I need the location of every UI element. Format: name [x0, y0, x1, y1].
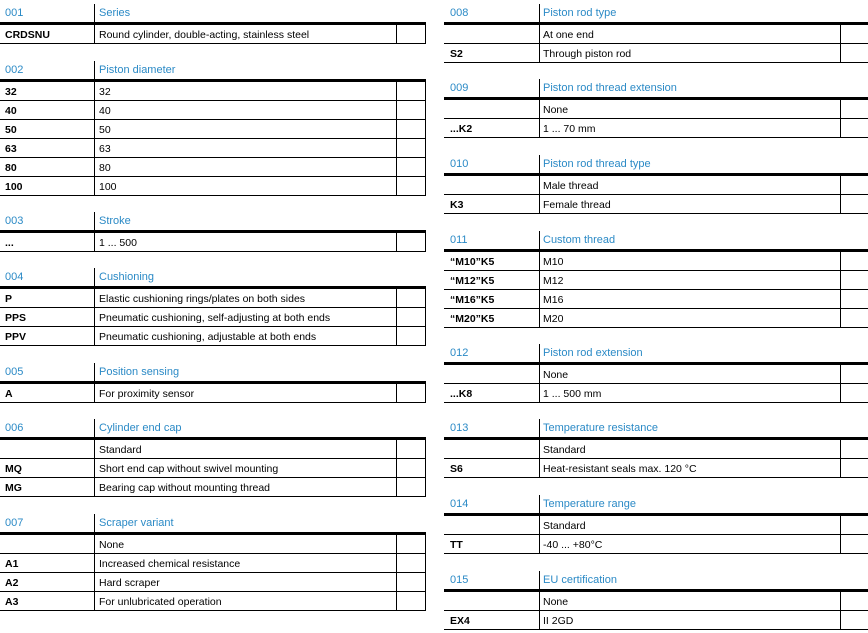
column-divider [94, 459, 95, 477]
section-008 [444, 4, 868, 63]
option-code: “M16”K5 [450, 294, 495, 306]
column-divider [94, 592, 95, 610]
selection-box[interactable] [396, 25, 426, 43]
option-code: CRDSNU [5, 29, 50, 41]
section-title: Piston rod thread extension [543, 82, 677, 94]
section-title: Cushioning [99, 271, 155, 283]
option-code: ...K2 [450, 123, 473, 135]
option-row [0, 177, 426, 196]
column-divider [539, 459, 540, 477]
option-row [444, 100, 868, 119]
column-divider [539, 365, 540, 383]
selection-box[interactable] [396, 459, 426, 477]
option-code: 63 [5, 143, 17, 155]
column-divider [539, 309, 540, 327]
column-divider [94, 327, 95, 345]
selection-box[interactable] [396, 478, 426, 496]
column-divider [94, 212, 95, 230]
column-divider [94, 101, 95, 119]
selection-box[interactable] [840, 516, 868, 534]
section-title: Series [99, 7, 131, 19]
section-header [444, 419, 868, 440]
option-description: Heat-resistant seals max. 120 °C [543, 463, 697, 475]
option-row [444, 365, 868, 384]
option-description: 32 [99, 86, 111, 98]
option-row [444, 25, 868, 44]
column-divider [539, 592, 540, 610]
selection-box[interactable] [396, 82, 426, 100]
option-code: ...K8 [450, 388, 473, 400]
column-divider [539, 344, 540, 362]
column-divider [539, 79, 540, 97]
section-015 [444, 571, 868, 630]
column-divider [94, 268, 95, 286]
option-description: Standard [99, 444, 142, 456]
section-005 [0, 363, 426, 403]
option-code: K3 [450, 199, 464, 211]
option-row [0, 478, 426, 497]
section-007 [0, 514, 426, 611]
column-divider [539, 155, 540, 173]
column-divider [539, 290, 540, 308]
section-header [444, 231, 868, 252]
column-divider [539, 119, 540, 137]
column-divider [94, 384, 95, 402]
selection-box[interactable] [840, 100, 868, 118]
option-code: A [5, 388, 13, 400]
option-code: 50 [5, 124, 17, 136]
column-divider [94, 120, 95, 138]
option-description: For proximity sensor [99, 388, 195, 400]
column-divider [94, 363, 95, 381]
section-title: Piston rod extension [543, 347, 643, 359]
option-code: MG [5, 482, 22, 494]
option-description: -40 ... +80°C [543, 539, 603, 551]
option-code: P [5, 293, 13, 305]
option-code: “M12”K5 [450, 275, 495, 287]
section-title: EU certification [543, 574, 617, 586]
column-divider [94, 419, 95, 437]
section-code: 010 [450, 158, 469, 170]
selection-box[interactable] [396, 384, 426, 402]
option-row [0, 233, 426, 252]
option-code: “M10”K5 [450, 256, 495, 268]
option-description: Standard [543, 520, 586, 532]
section-code: 003 [5, 215, 24, 227]
column-divider [94, 478, 95, 496]
option-description: Through piston rod [543, 48, 632, 60]
option-row [0, 573, 426, 592]
section-code: 002 [5, 64, 24, 76]
option-description: At one end [543, 29, 594, 41]
option-code: “M20”K5 [450, 313, 495, 325]
option-code: 100 [5, 181, 23, 193]
option-row [0, 459, 426, 478]
column-divider [539, 271, 540, 289]
section-header [444, 344, 868, 365]
option-row [444, 309, 868, 328]
section-header [0, 363, 426, 384]
selection-box[interactable] [840, 535, 868, 553]
option-description: 1 ... 500 [99, 237, 137, 249]
section-004 [0, 268, 426, 346]
option-code: PPV [5, 331, 27, 343]
selection-box[interactable] [840, 611, 868, 629]
column-divider [539, 44, 540, 62]
section-009 [444, 79, 868, 138]
selection-box[interactable] [840, 384, 868, 402]
column-divider [94, 308, 95, 326]
column-divider [94, 554, 95, 572]
section-006 [0, 419, 426, 497]
column-divider [539, 252, 540, 270]
column-divider [94, 139, 95, 157]
section-code: 011 [450, 234, 468, 246]
option-description: 1 ... 500 mm [543, 388, 602, 400]
option-description: M16 [543, 294, 564, 306]
section-header [444, 4, 868, 25]
section-title: Temperature range [543, 498, 636, 510]
option-row [444, 176, 868, 195]
section-002 [0, 61, 426, 196]
option-row [444, 459, 868, 478]
section-code: 013 [450, 422, 469, 434]
selection-box[interactable] [396, 139, 426, 157]
section-011 [444, 231, 868, 328]
column-divider [94, 61, 95, 79]
column-divider [539, 495, 540, 513]
column-divider [94, 289, 95, 307]
option-description: None [543, 369, 569, 381]
option-code: PPS [5, 312, 27, 324]
column-divider [539, 440, 540, 458]
option-description: Female thread [543, 199, 611, 211]
column-divider [539, 419, 540, 437]
section-title: Temperature resistance [543, 422, 658, 434]
section-header [0, 419, 426, 440]
option-row [0, 327, 426, 346]
option-description: Bearing cap without mounting thread [99, 482, 271, 494]
option-description: Pneumatic cushioning, self-adjusting at both ends [99, 312, 331, 324]
option-row [444, 440, 868, 459]
option-row [444, 516, 868, 535]
option-row [444, 44, 868, 63]
section-title: Cylinder end cap [99, 422, 182, 434]
section-code: 005 [5, 366, 24, 378]
option-code: 80 [5, 162, 17, 174]
option-row [0, 554, 426, 573]
option-description: Increased chemical resistance [99, 558, 241, 570]
section-code: 001 [5, 7, 24, 19]
section-code: 014 [450, 498, 469, 510]
column-divider [94, 25, 95, 43]
option-description: Hard scraper [99, 577, 160, 589]
selection-box[interactable] [396, 535, 426, 553]
selection-box[interactable] [840, 195, 868, 213]
option-description: M20 [543, 313, 564, 325]
selection-box[interactable] [396, 289, 426, 307]
section-header [444, 571, 868, 592]
option-description: For unlubricated operation [99, 596, 222, 608]
section-013 [444, 419, 868, 478]
section-title: Piston rod type [543, 7, 617, 19]
column-divider [94, 82, 95, 100]
section-014 [444, 495, 868, 554]
option-code: S6 [450, 463, 463, 475]
option-row [0, 158, 426, 177]
option-description: 63 [99, 143, 111, 155]
section-title: Scraper variant [99, 517, 174, 529]
selection-box[interactable] [840, 592, 868, 610]
column-divider [539, 535, 540, 553]
column-divider [94, 573, 95, 591]
section-code: 015 [450, 574, 469, 586]
column-divider [94, 158, 95, 176]
column-divider [539, 571, 540, 589]
section-code: 006 [5, 422, 24, 434]
option-code: 32 [5, 86, 17, 98]
option-description: 1 ... 70 mm [543, 123, 596, 135]
selection-box[interactable] [396, 158, 426, 176]
option-description: II 2GD [543, 615, 574, 627]
column-divider [539, 231, 540, 249]
option-description: None [543, 596, 569, 608]
selection-box[interactable] [840, 271, 868, 289]
section-code: 004 [5, 271, 24, 283]
section-code: 012 [450, 347, 469, 359]
option-row [0, 440, 426, 459]
option-row [444, 252, 868, 271]
selection-box[interactable] [396, 308, 426, 326]
section-header [0, 61, 426, 82]
column-divider [539, 25, 540, 43]
option-row [444, 592, 868, 611]
option-code: TT [450, 539, 463, 551]
section-title: Piston diameter [99, 64, 176, 76]
option-code: A3 [5, 596, 19, 608]
column-divider [539, 100, 540, 118]
column-divider [94, 233, 95, 251]
option-code: A1 [5, 558, 19, 570]
option-code: EX4 [450, 615, 470, 627]
column-divider [539, 611, 540, 629]
option-code: S2 [450, 48, 463, 60]
option-row [444, 535, 868, 554]
section-code: 007 [5, 517, 24, 529]
section-header [0, 268, 426, 289]
column-divider [94, 440, 95, 458]
option-row [444, 119, 868, 138]
option-row [444, 195, 868, 214]
option-description: Round cylinder, double-acting, stainless steel [99, 29, 310, 41]
column-divider [539, 384, 540, 402]
option-row [444, 611, 868, 630]
section-010 [444, 155, 868, 214]
column-divider [539, 4, 540, 22]
option-description: Short end cap without swivel mounting [99, 463, 279, 475]
selection-box[interactable] [396, 177, 426, 195]
selection-box[interactable] [840, 176, 868, 194]
section-003 [0, 212, 426, 252]
option-row [0, 139, 426, 158]
option-code: MQ [5, 463, 22, 475]
option-row [0, 384, 426, 403]
section-title: Position sensing [99, 366, 180, 378]
selection-box[interactable] [840, 119, 868, 137]
option-description: Pneumatic cushioning, adjustable at both ends [99, 331, 317, 343]
option-row [0, 120, 426, 139]
option-row [444, 290, 868, 309]
option-description: Male thread [543, 180, 599, 192]
option-row [0, 308, 426, 327]
selection-box[interactable] [396, 120, 426, 138]
option-row [0, 82, 426, 101]
option-description: 100 [99, 181, 117, 193]
option-description: M12 [543, 275, 564, 287]
column-divider [539, 176, 540, 194]
column-divider [94, 514, 95, 532]
option-row [0, 25, 426, 44]
section-header [0, 514, 426, 535]
section-code: 008 [450, 7, 469, 19]
selection-box[interactable] [840, 440, 868, 458]
selection-box[interactable] [396, 440, 426, 458]
option-code: 40 [5, 105, 17, 117]
option-row [444, 384, 868, 403]
option-description: M10 [543, 256, 564, 268]
option-description: Elastic cushioning rings/plates on both sides [99, 293, 306, 305]
section-header [0, 4, 426, 25]
section-code: 009 [450, 82, 469, 94]
option-description: None [543, 104, 569, 116]
section-header [0, 212, 426, 233]
section-001 [0, 4, 426, 44]
option-code: A2 [5, 577, 19, 589]
section-title: Piston rod thread type [543, 158, 651, 170]
option-row [0, 592, 426, 611]
section-header [444, 79, 868, 100]
selection-box[interactable] [840, 25, 868, 43]
selection-box[interactable] [840, 309, 868, 327]
column-divider [94, 4, 95, 22]
selection-box[interactable] [396, 573, 426, 591]
selection-box[interactable] [840, 459, 868, 477]
column-divider [539, 195, 540, 213]
selection-box[interactable] [396, 233, 426, 251]
section-012 [444, 344, 868, 403]
section-title: Stroke [99, 215, 131, 227]
option-row [0, 101, 426, 120]
option-row [444, 271, 868, 290]
option-description: 50 [99, 124, 111, 136]
section-title: Custom thread [543, 234, 616, 246]
option-description: Standard [543, 444, 586, 456]
selection-box[interactable] [396, 327, 426, 345]
selection-box[interactable] [396, 592, 426, 610]
section-header [444, 495, 868, 516]
selection-box[interactable] [840, 44, 868, 62]
option-code: ... [5, 237, 14, 249]
selection-box[interactable] [396, 101, 426, 119]
selection-box[interactable] [840, 365, 868, 383]
option-description: 80 [99, 162, 111, 174]
option-description: None [99, 539, 125, 551]
selection-box[interactable] [396, 554, 426, 572]
option-description: 40 [99, 105, 111, 117]
selection-box[interactable] [840, 252, 868, 270]
option-row [0, 289, 426, 308]
section-header [444, 155, 868, 176]
selection-box[interactable] [840, 290, 868, 308]
column-divider [539, 516, 540, 534]
option-row [0, 535, 426, 554]
column-divider [94, 177, 95, 195]
column-divider [94, 535, 95, 553]
